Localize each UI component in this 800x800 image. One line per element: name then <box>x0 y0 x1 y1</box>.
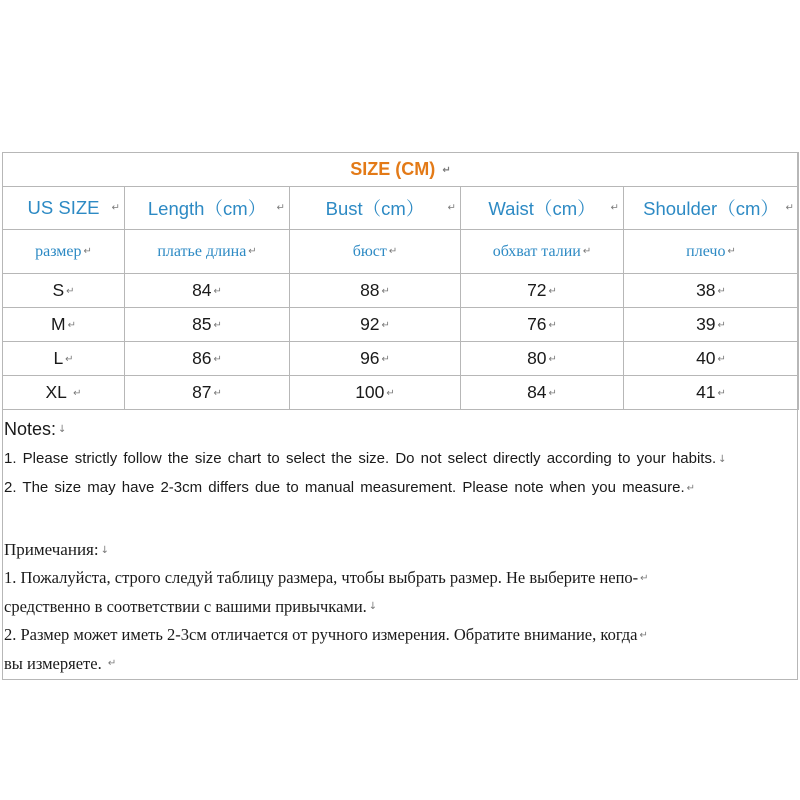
note-ru-line <box>4 564 794 593</box>
return-mark-icon: ↵ <box>442 164 451 176</box>
size-value: XL <box>45 382 67 402</box>
note-line <box>4 444 794 473</box>
size-value: L <box>53 348 64 368</box>
ru-header-cell <box>290 230 461 274</box>
length-cell <box>125 376 290 410</box>
size-chart-document <box>0 152 800 688</box>
header-length: Length（cm） <box>147 198 267 219</box>
note-ru-text: 2. Размер может иметь 2-3см отличается от ручного измерения. Обратите внимание, когда <box>4 625 638 644</box>
return-mark-icon: ↵ <box>111 202 120 214</box>
ru-header-cell <box>461 230 624 274</box>
return-mark-icon: ↵ <box>717 319 726 331</box>
return-mark-icon: ↵ <box>83 246 92 258</box>
line-break-mark-icon: ↓ <box>718 453 727 465</box>
return-mark-icon: ↵ <box>548 319 557 331</box>
return-mark-icon: ↵ <box>610 202 619 214</box>
return-mark-icon: ↵ <box>639 629 648 641</box>
return-mark-icon: ↵ <box>548 353 557 365</box>
bust-value: 100 <box>355 382 385 402</box>
line-break-mark-icon: ↓ <box>100 545 109 557</box>
return-mark-icon: ↵ <box>73 387 82 399</box>
header-row <box>3 187 799 230</box>
header-cell-us-size <box>3 187 125 230</box>
table-row <box>3 308 799 342</box>
return-mark-icon: ↵ <box>717 387 726 399</box>
return-mark-icon: ↵ <box>447 202 456 214</box>
return-mark-icon: ↵ <box>276 202 285 214</box>
length-cell <box>125 274 290 308</box>
return-mark-icon: ↵ <box>727 246 736 258</box>
size-cell <box>3 274 125 308</box>
return-mark-icon: ↵ <box>548 387 557 399</box>
shoulder-value: 40 <box>696 348 716 368</box>
line-break-mark-icon: ↓ <box>368 601 378 613</box>
return-mark-icon: ↵ <box>66 285 75 297</box>
bust-value: 88 <box>360 280 380 300</box>
size-value: S <box>52 280 65 300</box>
waist-value: 80 <box>527 348 547 368</box>
note-ru-text: средственно в соответствии с вашими привычками. <box>4 596 367 616</box>
return-mark-icon: ↵ <box>213 353 222 365</box>
size-value: M <box>51 314 66 334</box>
waist-cell <box>461 274 624 308</box>
return-mark-icon: ↵ <box>65 353 74 365</box>
return-mark-icon: ↵ <box>386 387 395 399</box>
notes-section <box>4 414 794 678</box>
size-cell <box>3 376 125 410</box>
bust-cell <box>290 274 461 308</box>
note-text: 2. The size may have 2-3cm differs due to manual measurement. Please note when you measure. <box>4 479 685 496</box>
shoulder-cell <box>624 308 799 342</box>
header-us-size: US SIZE <box>27 197 100 218</box>
size-cell <box>3 342 125 376</box>
ru-header-cell <box>125 230 290 274</box>
waist-cell <box>461 376 624 410</box>
table-row <box>3 376 799 410</box>
length-value: 87 <box>192 382 212 402</box>
note-ru-line <box>4 621 794 650</box>
note-ru-text: вы измеряете. <box>4 653 102 673</box>
return-mark-icon: ↵ <box>640 572 649 584</box>
return-mark-icon: ↵ <box>107 658 117 670</box>
shoulder-value: 41 <box>696 382 716 402</box>
return-mark-icon: ↵ <box>717 285 726 297</box>
notes-heading-line <box>4 414 794 444</box>
bust-value: 92 <box>360 314 380 334</box>
ru-header-cell <box>624 230 799 274</box>
note-ru-text: 1. Пожалуйста, строго следуй таблицу размера, чтобы выбрать размер. Не выберите непо- <box>4 568 639 587</box>
waist-cell <box>461 342 624 376</box>
return-mark-icon: ↵ <box>582 246 592 258</box>
ru-header-shoulder: плечо <box>686 242 726 260</box>
table-title-cell <box>3 153 799 187</box>
ru-header-length: платье длина <box>157 242 247 260</box>
ru-header-size: размер <box>35 242 82 260</box>
shoulder-cell <box>624 274 799 308</box>
header-cell-length <box>125 187 290 230</box>
return-mark-icon: ↵ <box>381 353 390 365</box>
note-ru-line <box>4 650 794 679</box>
return-mark-icon: ↵ <box>785 202 794 214</box>
header-bust: Bust（cm） <box>325 198 425 219</box>
header-cell-waist <box>461 187 624 230</box>
ru-header-bust: бюст <box>352 242 387 260</box>
note-text: 1. Please strictly follow the size chart to select the size. Do not select directly according to your habits. <box>4 450 717 467</box>
length-value: 85 <box>192 314 212 334</box>
return-mark-icon: ↵ <box>67 319 76 331</box>
length-value: 84 <box>192 280 212 300</box>
notes-ru-heading-line <box>4 536 794 564</box>
russian-header-row <box>3 230 799 274</box>
shoulder-cell <box>624 342 799 376</box>
return-mark-icon: ↵ <box>381 285 390 297</box>
table-row <box>3 274 799 308</box>
header-shoulder: Shoulder（cm） <box>643 198 779 219</box>
length-cell <box>125 342 290 376</box>
shoulder-value: 38 <box>696 280 716 300</box>
return-mark-icon: ↵ <box>548 285 557 297</box>
waist-cell <box>461 308 624 342</box>
bust-cell <box>290 376 461 410</box>
ru-header-cell <box>3 230 125 274</box>
bust-value: 96 <box>360 348 380 368</box>
bust-cell <box>290 308 461 342</box>
table-title: SIZE (CM) <box>350 159 436 179</box>
return-mark-icon: ↵ <box>686 482 696 494</box>
header-waist: Waist（cm） <box>488 198 596 219</box>
bust-cell <box>290 342 461 376</box>
notes-heading: Notes: <box>4 419 57 439</box>
note-ru-line <box>4 593 794 622</box>
return-mark-icon: ↵ <box>717 353 726 365</box>
length-cell <box>125 308 290 342</box>
shoulder-cell <box>624 376 799 410</box>
header-cell-shoulder <box>624 187 799 230</box>
shoulder-value: 39 <box>696 314 716 334</box>
return-mark-icon: ↵ <box>381 319 390 331</box>
return-mark-icon: ↵ <box>213 387 222 399</box>
waist-value: 76 <box>527 314 547 334</box>
return-mark-icon: ↵ <box>213 285 222 297</box>
return-mark-icon: ↵ <box>213 319 222 331</box>
size-cell <box>3 308 125 342</box>
size-table <box>2 152 799 410</box>
return-mark-icon: ↵ <box>248 246 257 258</box>
table-row <box>3 342 799 376</box>
waist-value: 84 <box>527 382 547 402</box>
notes-ru-heading: Примечания: <box>4 540 99 559</box>
waist-value: 72 <box>527 280 547 300</box>
return-mark-icon: ↵ <box>388 246 398 258</box>
header-cell-bust <box>290 187 461 230</box>
title-row <box>3 153 799 187</box>
line-break-mark-icon: ↓ <box>58 424 67 436</box>
length-value: 86 <box>192 348 212 368</box>
note-line <box>4 473 794 502</box>
ru-header-waist: обхват талии <box>492 242 581 260</box>
